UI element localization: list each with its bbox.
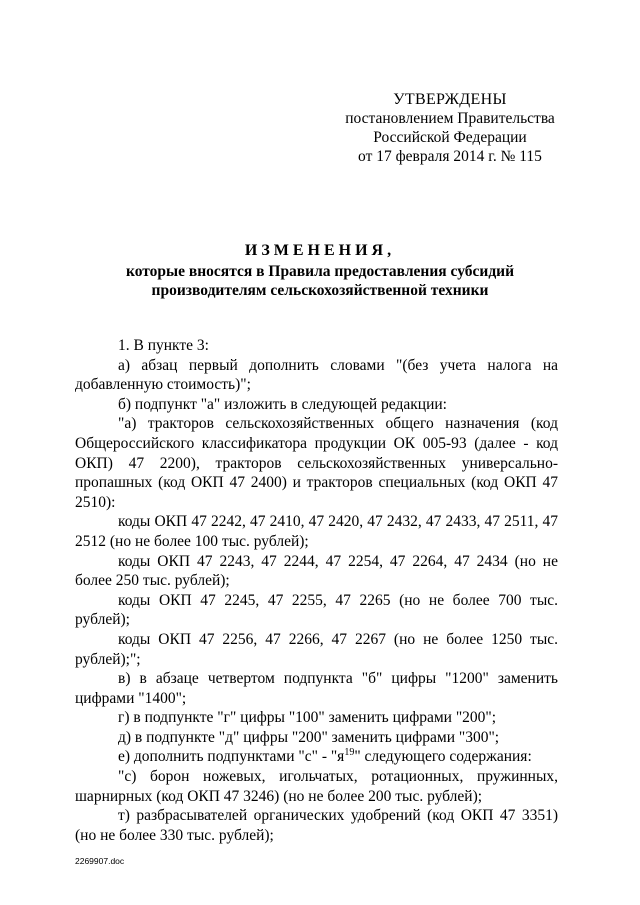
paragraph-8: коды ОКП 47 2256, 47 2266, 47 2267 (но не более 1250 тыс. рублей);";: [75, 630, 558, 668]
subtitle-line-2: производителям сельскохозяйственной техники: [151, 282, 489, 299]
paragraph-12: [75, 747, 558, 767]
approval-line-3: от 17 февраля 2014 г. № 115: [358, 148, 542, 165]
paragraph-12-text: е) дополнить подпунктами "с" - "я: [118, 748, 345, 766]
approval-line-1: постановлением Правительства: [345, 110, 555, 127]
paragraph-12-text-end: " следующего содержания:: [354, 748, 532, 766]
document-filename: 2269907.doc: [75, 856, 125, 866]
paragraph-9: в) в абзаце четвертом подпункта "б" цифры "1200" заменить цифрами "1400";: [75, 670, 558, 707]
paragraph-3: б) подпункт "а" изложить в следующей редакции:: [118, 395, 447, 413]
paragraph-4: "а) тракторов сельскохозяйственных общего назначения (код Общероссийского классификатора продукции ОК 005-93 (далее - код ОКП) 47 2200), тракторов сельскохозяйственных универсально-пропашных (код ОКП 47 2400) и тракторов специальных (код ОКП 47 2510):: [75, 415, 558, 511]
paragraph-14: т) разбрасывателей органических удобрений (код ОКП 47 3351) (но не более 330 тыс. рублей);: [75, 807, 558, 844]
paragraph-6: коды ОКП 47 2243, 47 2244, 47 2254, 47 2264, 47 2434 (но не более 250 тыс. рублей);: [75, 552, 558, 590]
paragraph-13: "с) борон ножевых, игольчатых, ротационных, пружинных, шарнирных (код ОКП 47 3246) (но не более 200 тыс. рублей);: [75, 768, 558, 805]
paragraph-7: коды ОКП 47 2245, 47 2255, 47 2265 (но не более 700 тыс. рублей);: [75, 591, 558, 629]
paragraph-11: д) в подпункте "д" цифры "200" заменить цифрами "300";: [118, 728, 500, 746]
document-body: [75, 336, 558, 845]
document-title: ИЗМЕНЕНИЯ,: [244, 242, 396, 259]
approval-heading: УТВЕРЖДЕНЫ: [393, 91, 507, 108]
subtitle-line-1: которые вносятся в Правила предоставления субсидий: [125, 263, 515, 280]
paragraph-1: 1. В пункте 3:: [118, 337, 209, 354]
paragraph-2: а) абзац первый дополнить словами "(без учета налога на добавленную стоимость)";: [75, 356, 558, 394]
footnote-superscript: 19: [344, 747, 355, 759]
approval-stamp: [300, 90, 600, 166]
approval-line-2: Российской Федерации: [373, 129, 527, 146]
paragraph-5: коды ОКП 47 2242, 47 2410, 47 2420, 47 2432, 47 2433, 47 2511, 47 2512 (но не более 100 тыс. рублей);: [75, 513, 558, 550]
paragraph-10: г) в подпункте "г" цифры "100" заменить цифрами "200";: [118, 709, 497, 727]
document-title-block: [70, 240, 570, 300]
